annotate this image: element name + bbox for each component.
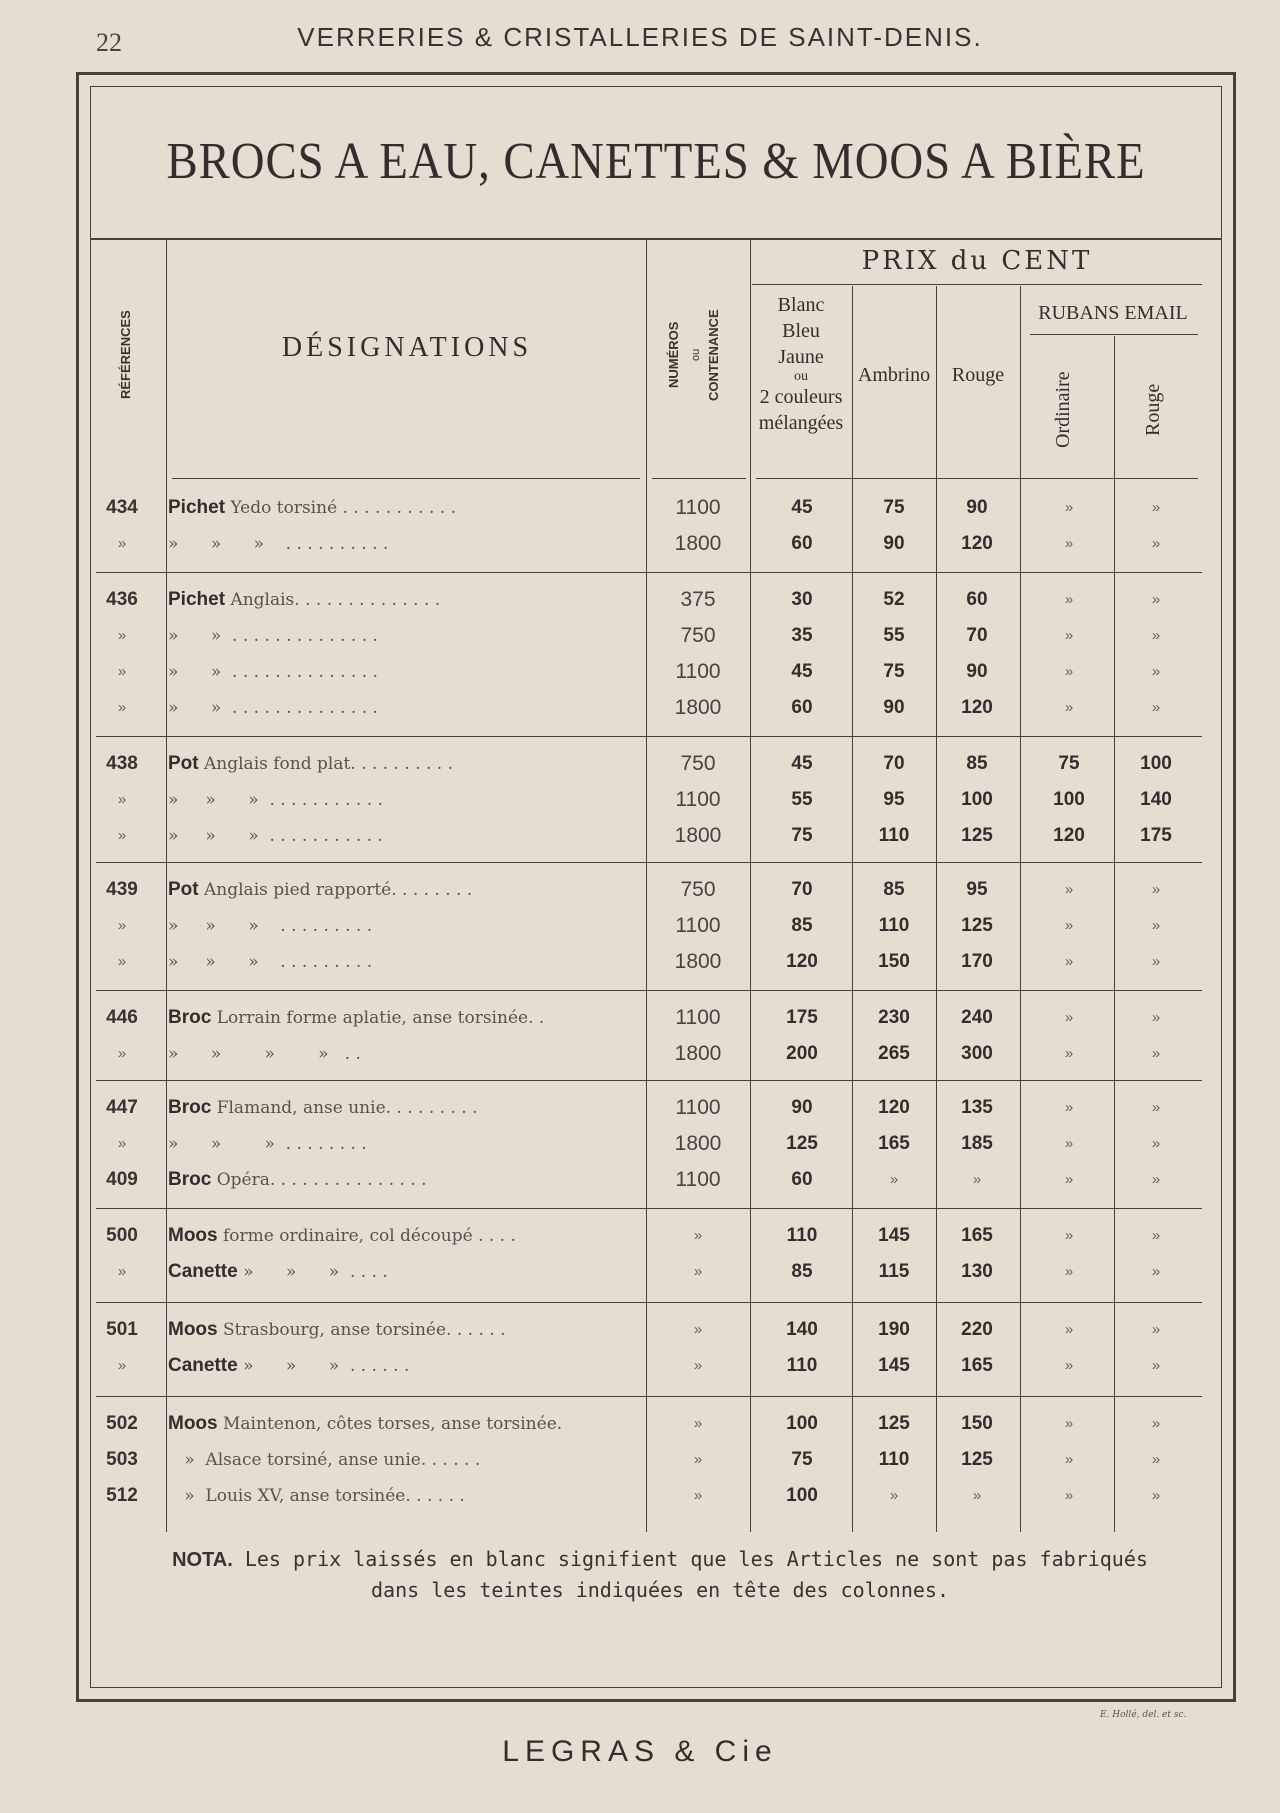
designation-cell xyxy=(168,1162,634,1198)
price-ambrino-cell: 165 xyxy=(878,1133,910,1154)
designation-text: » » . . . . . . . . . . . . . . xyxy=(168,698,378,718)
price-rouge-cell: 165 xyxy=(961,1355,993,1376)
designation-keyword: Moos xyxy=(168,1319,218,1340)
contenance-cell: 750 xyxy=(680,624,716,647)
nota-text: Les prix laissés en blanc signifient que les Articles ne sont pas fabriqués xyxy=(244,1547,1148,1571)
price-rouge-cell: 130 xyxy=(961,1261,993,1282)
contenance-cell: 1100 xyxy=(675,496,721,519)
designation-cell xyxy=(168,1254,634,1290)
price-rubans-ordinaire-cell: » xyxy=(1064,591,1074,608)
reference-cell: » xyxy=(117,953,127,970)
designation-cell xyxy=(168,872,634,908)
designation-text: Opéra. . . . . . . . . . . . . . . xyxy=(216,1170,427,1190)
group-rule xyxy=(96,1208,1202,1209)
numeros-header-2: ou xyxy=(690,348,702,362)
designation-text: Strasbourg, anse torsinée. . . . . . xyxy=(223,1320,506,1340)
price-rubans-rouge-cell: » xyxy=(1151,1321,1161,1338)
price-rubans-ordinaire-cell: » xyxy=(1064,1451,1074,1468)
price-rubans-ordinaire-cell: » xyxy=(1064,1321,1074,1338)
table-row xyxy=(0,1254,1280,1290)
price-ambrino-cell: 55 xyxy=(883,625,905,646)
price-ambrino-cell: 145 xyxy=(878,1225,910,1246)
price-rubans-rouge-cell: » xyxy=(1151,627,1161,644)
references-header: RÉFÉRENCES xyxy=(118,310,133,400)
price-ambrino-cell: 75 xyxy=(883,661,905,682)
price-ambrino-cell: 75 xyxy=(883,497,905,518)
designation-keyword: Broc xyxy=(168,1169,212,1190)
rubans-email-header: RUBANS EMAIL xyxy=(1038,302,1188,324)
price-rouge-cell: » xyxy=(972,1171,982,1188)
reference-cell: 434 xyxy=(106,497,138,518)
group-rule xyxy=(96,1080,1202,1081)
designation-text: » » » . . . . . . . . . . xyxy=(168,534,389,554)
contenance-cell: 1100 xyxy=(675,1096,721,1119)
contenance-cell: 1800 xyxy=(674,1042,722,1065)
price-rubans-ordinaire-cell: » xyxy=(1064,1487,1074,1504)
price-rubans-rouge-cell: » xyxy=(1151,1171,1161,1188)
table-row xyxy=(0,690,1280,726)
price-rouge-cell: 150 xyxy=(961,1413,993,1434)
price-rubans-ordinaire-cell: 100 xyxy=(1053,789,1085,810)
price-rubans-rouge-cell: » xyxy=(1151,1045,1161,1062)
reference-cell: » xyxy=(117,917,127,934)
designation-keyword: Broc xyxy=(168,1007,212,1028)
group-rule xyxy=(96,736,1202,737)
price-rubans-ordinaire-cell: » xyxy=(1064,1357,1074,1374)
price-blanc-cell: 140 xyxy=(786,1319,818,1340)
blanc-header-line: Jaune xyxy=(778,346,824,368)
price-blanc-cell: 60 xyxy=(791,697,813,718)
price-rouge-cell: 90 xyxy=(966,661,988,682)
price-rubans-ordinaire-cell: » xyxy=(1064,881,1074,898)
designation-keyword: Pichet xyxy=(168,497,226,518)
price-rouge-cell: 120 xyxy=(961,533,993,554)
price-ambrino-cell: 85 xyxy=(883,879,905,900)
designation-text: » » » . . . . xyxy=(243,1262,388,1282)
price-blanc-cell: 200 xyxy=(786,1043,818,1064)
reference-cell: » xyxy=(117,1263,127,1280)
reference-cell: 501 xyxy=(106,1319,138,1340)
page-title: BROCS A EAU, CANETTES & MOOS A BIÈRE xyxy=(166,133,1146,190)
table-row xyxy=(0,490,1280,526)
designation-cell xyxy=(168,746,634,782)
price-rubans-rouge-cell: » xyxy=(1151,663,1161,680)
contenance-cell: 1100 xyxy=(675,914,721,937)
designation-text: Anglais pied rapporté. . . . . . . . xyxy=(204,880,473,900)
designation-cell xyxy=(168,582,634,618)
designation-text: » » » . . . . . . . . xyxy=(168,1134,367,1154)
price-blanc-cell: 175 xyxy=(786,1007,818,1028)
contenance-cell: 1800 xyxy=(674,1132,722,1155)
designation-cell xyxy=(168,1036,634,1072)
price-blanc-cell: 45 xyxy=(791,497,813,518)
designation-keyword: Pot xyxy=(168,753,199,774)
price-rubans-rouge-cell: » xyxy=(1151,1099,1161,1116)
designation-text: Lorrain forme aplatie, anse torsinée. . xyxy=(216,1008,545,1028)
designation-keyword: Moos xyxy=(168,1225,218,1246)
price-blanc-cell: 35 xyxy=(791,625,813,646)
designation-text: » » » . . . . . . xyxy=(243,1356,410,1376)
numeros-header-1: NUMÉROS xyxy=(666,321,681,389)
price-rubans-rouge-cell: » xyxy=(1151,535,1161,552)
reference-cell: » xyxy=(117,1135,127,1152)
price-ambrino-cell: 190 xyxy=(878,1319,910,1340)
nota-label: NOTA. xyxy=(172,1549,233,1571)
price-ambrino-cell: 70 xyxy=(883,753,905,774)
blanc-header-line: 2 couleurs xyxy=(759,386,843,408)
table-row xyxy=(0,908,1280,944)
table-row xyxy=(0,872,1280,908)
price-rubans-ordinaire-cell: » xyxy=(1064,499,1074,516)
designation-keyword: Canette xyxy=(168,1261,238,1282)
price-blanc-cell: 45 xyxy=(791,753,813,774)
price-ambrino-cell: 265 xyxy=(878,1043,910,1064)
price-rubans-ordinaire-cell: » xyxy=(1064,917,1074,934)
designation-cell xyxy=(168,526,634,562)
group-rule xyxy=(96,572,1202,573)
designation-text: Flamand, anse unie. . . . . . . . . xyxy=(216,1098,478,1118)
contenance-cell: » xyxy=(693,1451,703,1468)
price-rubans-rouge-cell: » xyxy=(1151,1227,1161,1244)
contenance-cell: 1100 xyxy=(675,660,721,683)
price-blanc-cell: 70 xyxy=(791,879,813,900)
price-rubans-ordinaire-cell: » xyxy=(1064,1227,1074,1244)
contenance-cell: » xyxy=(693,1321,703,1338)
table-row xyxy=(0,618,1280,654)
designation-cell xyxy=(168,1218,634,1254)
price-rubans-ordinaire-cell: » xyxy=(1064,1135,1074,1152)
designation-cell xyxy=(168,1348,634,1384)
price-blanc-cell: 30 xyxy=(791,589,813,610)
table-row xyxy=(0,526,1280,562)
designation-text: » » » . . . . . . . . . . . xyxy=(168,790,383,810)
table-row xyxy=(0,1036,1280,1072)
table-row xyxy=(0,582,1280,618)
price-rouge-cell: 95 xyxy=(966,879,988,900)
price-rouge-cell: 125 xyxy=(961,825,993,846)
table-row xyxy=(0,1442,1280,1478)
designation-cell xyxy=(168,1090,634,1126)
price-rubans-rouge-cell: 140 xyxy=(1140,789,1172,810)
price-rouge-cell: 185 xyxy=(961,1133,993,1154)
price-rouge-cell: 60 xyxy=(966,589,988,610)
price-rouge-cell: 90 xyxy=(966,497,988,518)
price-blanc-cell: 75 xyxy=(791,825,813,846)
reference-cell: 409 xyxy=(106,1169,138,1190)
price-ambrino-cell: 90 xyxy=(883,697,905,718)
designation-cell xyxy=(168,618,634,654)
reference-cell: » xyxy=(117,791,127,808)
price-rubans-rouge-cell: » xyxy=(1151,699,1161,716)
ambrino-header: Ambrino xyxy=(857,364,931,386)
reference-cell: 439 xyxy=(106,879,138,900)
group-rule xyxy=(96,1396,1202,1397)
price-rouge-cell: 120 xyxy=(961,697,993,718)
price-rouge-cell: 135 xyxy=(961,1097,993,1118)
table-row xyxy=(0,746,1280,782)
price-blanc-cell: 90 xyxy=(791,1097,813,1118)
price-ambrino-cell: 120 xyxy=(878,1097,910,1118)
designation-text: Yedo torsiné . . . . . . . . . . . xyxy=(230,498,457,518)
table-row xyxy=(0,1348,1280,1384)
price-rubans-rouge-cell: » xyxy=(1151,881,1161,898)
reference-cell: 512 xyxy=(106,1485,138,1506)
designation-text: » » » » . . xyxy=(168,1044,361,1064)
contenance-cell: » xyxy=(693,1415,703,1432)
designation-keyword: Canette xyxy=(168,1355,238,1376)
designation-text: » » » . . . . . . . . . xyxy=(168,952,373,972)
designation-text: » » » . . . . . . . . . . . xyxy=(168,826,383,846)
reference-cell: » xyxy=(117,627,127,644)
contenance-cell: 1800 xyxy=(674,950,722,973)
price-rubans-rouge-cell: » xyxy=(1151,1415,1161,1432)
designation-text: forme ordinaire, col découpé . . . . xyxy=(223,1226,516,1246)
designation-text: Anglais fond plat. . . . . . . . . . xyxy=(204,754,453,774)
price-rubans-ordinaire-cell: » xyxy=(1064,699,1074,716)
price-rouge-cell: 165 xyxy=(961,1225,993,1246)
group-rule xyxy=(96,990,1202,991)
price-blanc-cell: 55 xyxy=(791,789,813,810)
price-rubans-rouge-cell: » xyxy=(1151,917,1161,934)
nota-text: dans les teintes indiquées en tête des colonnes. xyxy=(371,1578,949,1602)
price-rouge-cell: 240 xyxy=(961,1007,993,1028)
rouge-header: Rouge xyxy=(951,364,1005,386)
table-row xyxy=(0,1162,1280,1198)
price-blanc-cell: 85 xyxy=(791,1261,813,1282)
rubans-rule xyxy=(1030,334,1198,335)
price-ambrino-cell: » xyxy=(889,1171,899,1188)
contenance-cell: 1800 xyxy=(674,532,722,555)
price-rubans-rouge-cell: » xyxy=(1151,1009,1161,1026)
reference-cell: 446 xyxy=(106,1007,138,1028)
price-blanc-cell: 100 xyxy=(786,1485,818,1506)
contenance-cell: 1800 xyxy=(674,696,722,719)
price-rubans-rouge-cell: » xyxy=(1151,499,1161,516)
price-rubans-rouge-cell: » xyxy=(1151,1487,1161,1504)
price-rubans-ordinaire-cell: » xyxy=(1064,627,1074,644)
designation-keyword: Moos xyxy=(168,1413,218,1434)
price-ambrino-cell: 90 xyxy=(883,533,905,554)
price-rubans-ordinaire-cell: » xyxy=(1064,1171,1074,1188)
title-rule xyxy=(90,238,1222,240)
designation-cell xyxy=(168,1442,634,1478)
running-head: VERRERIES & CRISTALLERIES DE SAINT-DENIS. xyxy=(297,22,983,52)
designation-cell xyxy=(168,1000,634,1036)
price-ambrino-cell: 110 xyxy=(878,915,910,936)
price-ambrino-cell: 110 xyxy=(878,1449,910,1470)
price-rubans-ordinaire-cell: 75 xyxy=(1058,753,1080,774)
designation-cell xyxy=(168,690,634,726)
price-ambrino-cell: 115 xyxy=(878,1261,910,1282)
reference-cell: » xyxy=(117,1357,127,1374)
contenance-cell: » xyxy=(693,1357,703,1374)
table-row xyxy=(0,1218,1280,1254)
designation-cell xyxy=(168,490,634,526)
group-rule xyxy=(96,862,1202,863)
price-blanc-cell: 60 xyxy=(791,1169,813,1190)
price-rouge-cell: 300 xyxy=(961,1043,993,1064)
price-rubans-ordinaire-cell: » xyxy=(1064,1263,1074,1280)
price-rubans-ordinaire-cell: » xyxy=(1064,1415,1074,1432)
engraver-credit: E. Hollé, del. et sc. xyxy=(1100,1710,1187,1720)
price-rubans-rouge-cell: » xyxy=(1151,953,1161,970)
price-rouge-cell: 170 xyxy=(961,951,993,972)
contenance-cell: 1800 xyxy=(674,824,722,847)
reference-cell: 436 xyxy=(106,589,138,610)
price-rubans-rouge-cell: » xyxy=(1151,1357,1161,1374)
reference-cell: 500 xyxy=(106,1225,138,1246)
designation-keyword: Pot xyxy=(168,879,199,900)
publisher-footer: LEGRAS & Cie xyxy=(502,1735,778,1768)
reference-cell: » xyxy=(117,535,127,552)
price-blanc-cell: 100 xyxy=(786,1413,818,1434)
table-row xyxy=(0,1406,1280,1442)
price-ambrino-cell: 145 xyxy=(878,1355,910,1376)
header-bottom-rule xyxy=(652,478,746,479)
designation-cell xyxy=(168,1406,634,1442)
price-rubans-ordinaire-cell: » xyxy=(1064,1045,1074,1062)
price-ambrino-cell: » xyxy=(889,1487,899,1504)
contenance-cell: 750 xyxy=(680,752,716,775)
designation-cell xyxy=(168,1312,634,1348)
blanc-header xyxy=(752,292,850,436)
group-rule xyxy=(96,1302,1202,1303)
price-ambrino-cell: 125 xyxy=(878,1413,910,1434)
price-rouge-cell: 220 xyxy=(961,1319,993,1340)
reference-cell: » xyxy=(117,827,127,844)
table-row xyxy=(0,1090,1280,1126)
price-ambrino-cell: 230 xyxy=(878,1007,910,1028)
designation-cell xyxy=(168,654,634,690)
table-row xyxy=(0,818,1280,854)
reference-cell: 503 xyxy=(106,1449,138,1470)
table-row xyxy=(0,1000,1280,1036)
price-rouge-cell: 100 xyxy=(961,789,993,810)
contenance-cell: 1100 xyxy=(675,1168,721,1191)
ordinaire-header: Ordinaire xyxy=(1052,371,1074,449)
numeros-header-3: CONTENANCE xyxy=(706,309,721,401)
price-ambrino-cell: 95 xyxy=(883,789,905,810)
price-rubans-rouge-cell: » xyxy=(1151,591,1161,608)
table-row xyxy=(0,944,1280,980)
price-rubans-ordinaire-cell: » xyxy=(1064,1009,1074,1026)
price-ambrino-cell: 52 xyxy=(883,589,905,610)
price-rubans-ordinaire-cell: » xyxy=(1064,535,1074,552)
table-row xyxy=(0,1126,1280,1162)
designation-keyword: Broc xyxy=(168,1097,212,1118)
price-rubans-ordinaire-cell: » xyxy=(1064,663,1074,680)
blanc-header-line: Bleu xyxy=(782,320,820,342)
reference-cell: 502 xyxy=(106,1413,138,1434)
price-rouge-cell: 125 xyxy=(961,915,993,936)
contenance-cell: 375 xyxy=(680,588,716,611)
price-rubans-ordinaire-cell: » xyxy=(1064,1099,1074,1116)
designation-text: » » . . . . . . . . . . . . . . xyxy=(168,626,378,646)
rouge-email-header: Rouge xyxy=(1142,383,1164,437)
price-rubans-rouge-cell: » xyxy=(1151,1263,1161,1280)
price-rouge-cell: 85 xyxy=(966,753,988,774)
price-blanc-cell: 110 xyxy=(786,1225,818,1246)
header-bottom-rule xyxy=(172,478,640,479)
reference-cell: » xyxy=(117,699,127,716)
price-rubans-rouge-cell: 100 xyxy=(1140,753,1172,774)
page-number: 22 xyxy=(96,28,122,57)
blanc-header-line: ou xyxy=(794,369,808,384)
reference-cell: 447 xyxy=(106,1097,138,1118)
designations-header: DÉSIGNATIONS xyxy=(281,332,533,363)
designation-cell xyxy=(168,782,634,818)
reference-cell: » xyxy=(117,663,127,680)
price-blanc-cell: 75 xyxy=(791,1449,813,1470)
nota xyxy=(100,1544,1220,1605)
table-row xyxy=(0,782,1280,818)
designation-text: » Louis XV, anse torsinée. . . . . . xyxy=(168,1486,465,1506)
price-blanc-cell: 110 xyxy=(786,1355,818,1376)
price-rubans-ordinaire-cell: » xyxy=(1064,953,1074,970)
reference-cell: » xyxy=(117,1045,127,1062)
price-blanc-cell: 85 xyxy=(791,915,813,936)
designation-text: Maintenon, côtes torses, anse torsinée. xyxy=(223,1414,563,1434)
header-bottom-rule xyxy=(756,478,1198,479)
contenance-cell: » xyxy=(693,1227,703,1244)
price-rubans-rouge-cell: » xyxy=(1151,1451,1161,1468)
contenance-cell: 750 xyxy=(680,878,716,901)
price-rouge-cell: 125 xyxy=(961,1449,993,1470)
reference-cell: 438 xyxy=(106,753,138,774)
price-rubans-rouge-cell: 175 xyxy=(1140,825,1172,846)
price-blanc-cell: 125 xyxy=(786,1133,818,1154)
prix-rule xyxy=(752,284,1202,285)
designation-cell xyxy=(168,908,634,944)
table-row xyxy=(0,654,1280,690)
prix-header: PRIX du CENT xyxy=(861,246,1093,276)
table-row xyxy=(0,1478,1280,1514)
price-ambrino-cell: 150 xyxy=(878,951,910,972)
blanc-header-line: mélangées xyxy=(758,412,844,434)
contenance-cell: 1100 xyxy=(675,1006,721,1029)
designation-text: » Alsace torsiné, anse unie. . . . . . xyxy=(168,1450,481,1470)
price-rubans-rouge-cell: » xyxy=(1151,1135,1161,1152)
price-rouge-cell: 70 xyxy=(966,625,988,646)
price-rubans-ordinaire-cell: 120 xyxy=(1053,825,1085,846)
price-blanc-cell: 45 xyxy=(791,661,813,682)
designation-text: » » » . . . . . . . . . xyxy=(168,916,373,936)
contenance-cell: » xyxy=(693,1487,703,1504)
price-blanc-cell: 120 xyxy=(786,951,818,972)
designation-cell xyxy=(168,1478,634,1514)
designation-cell xyxy=(168,1126,634,1162)
contenance-cell: » xyxy=(693,1263,703,1280)
price-rouge-cell: » xyxy=(972,1487,982,1504)
price-blanc-cell: 60 xyxy=(791,533,813,554)
designation-text: Anglais. . . . . . . . . . . . . . xyxy=(230,590,441,610)
contenance-cell: 1100 xyxy=(675,788,721,811)
designation-cell xyxy=(168,818,634,854)
price-ambrino-cell: 110 xyxy=(878,825,910,846)
designation-cell xyxy=(168,944,634,980)
designation-text: » » . . . . . . . . . . . . . . xyxy=(168,662,378,682)
blanc-header-line: Blanc xyxy=(777,294,825,316)
designation-keyword: Pichet xyxy=(168,589,226,610)
table-row xyxy=(0,1312,1280,1348)
